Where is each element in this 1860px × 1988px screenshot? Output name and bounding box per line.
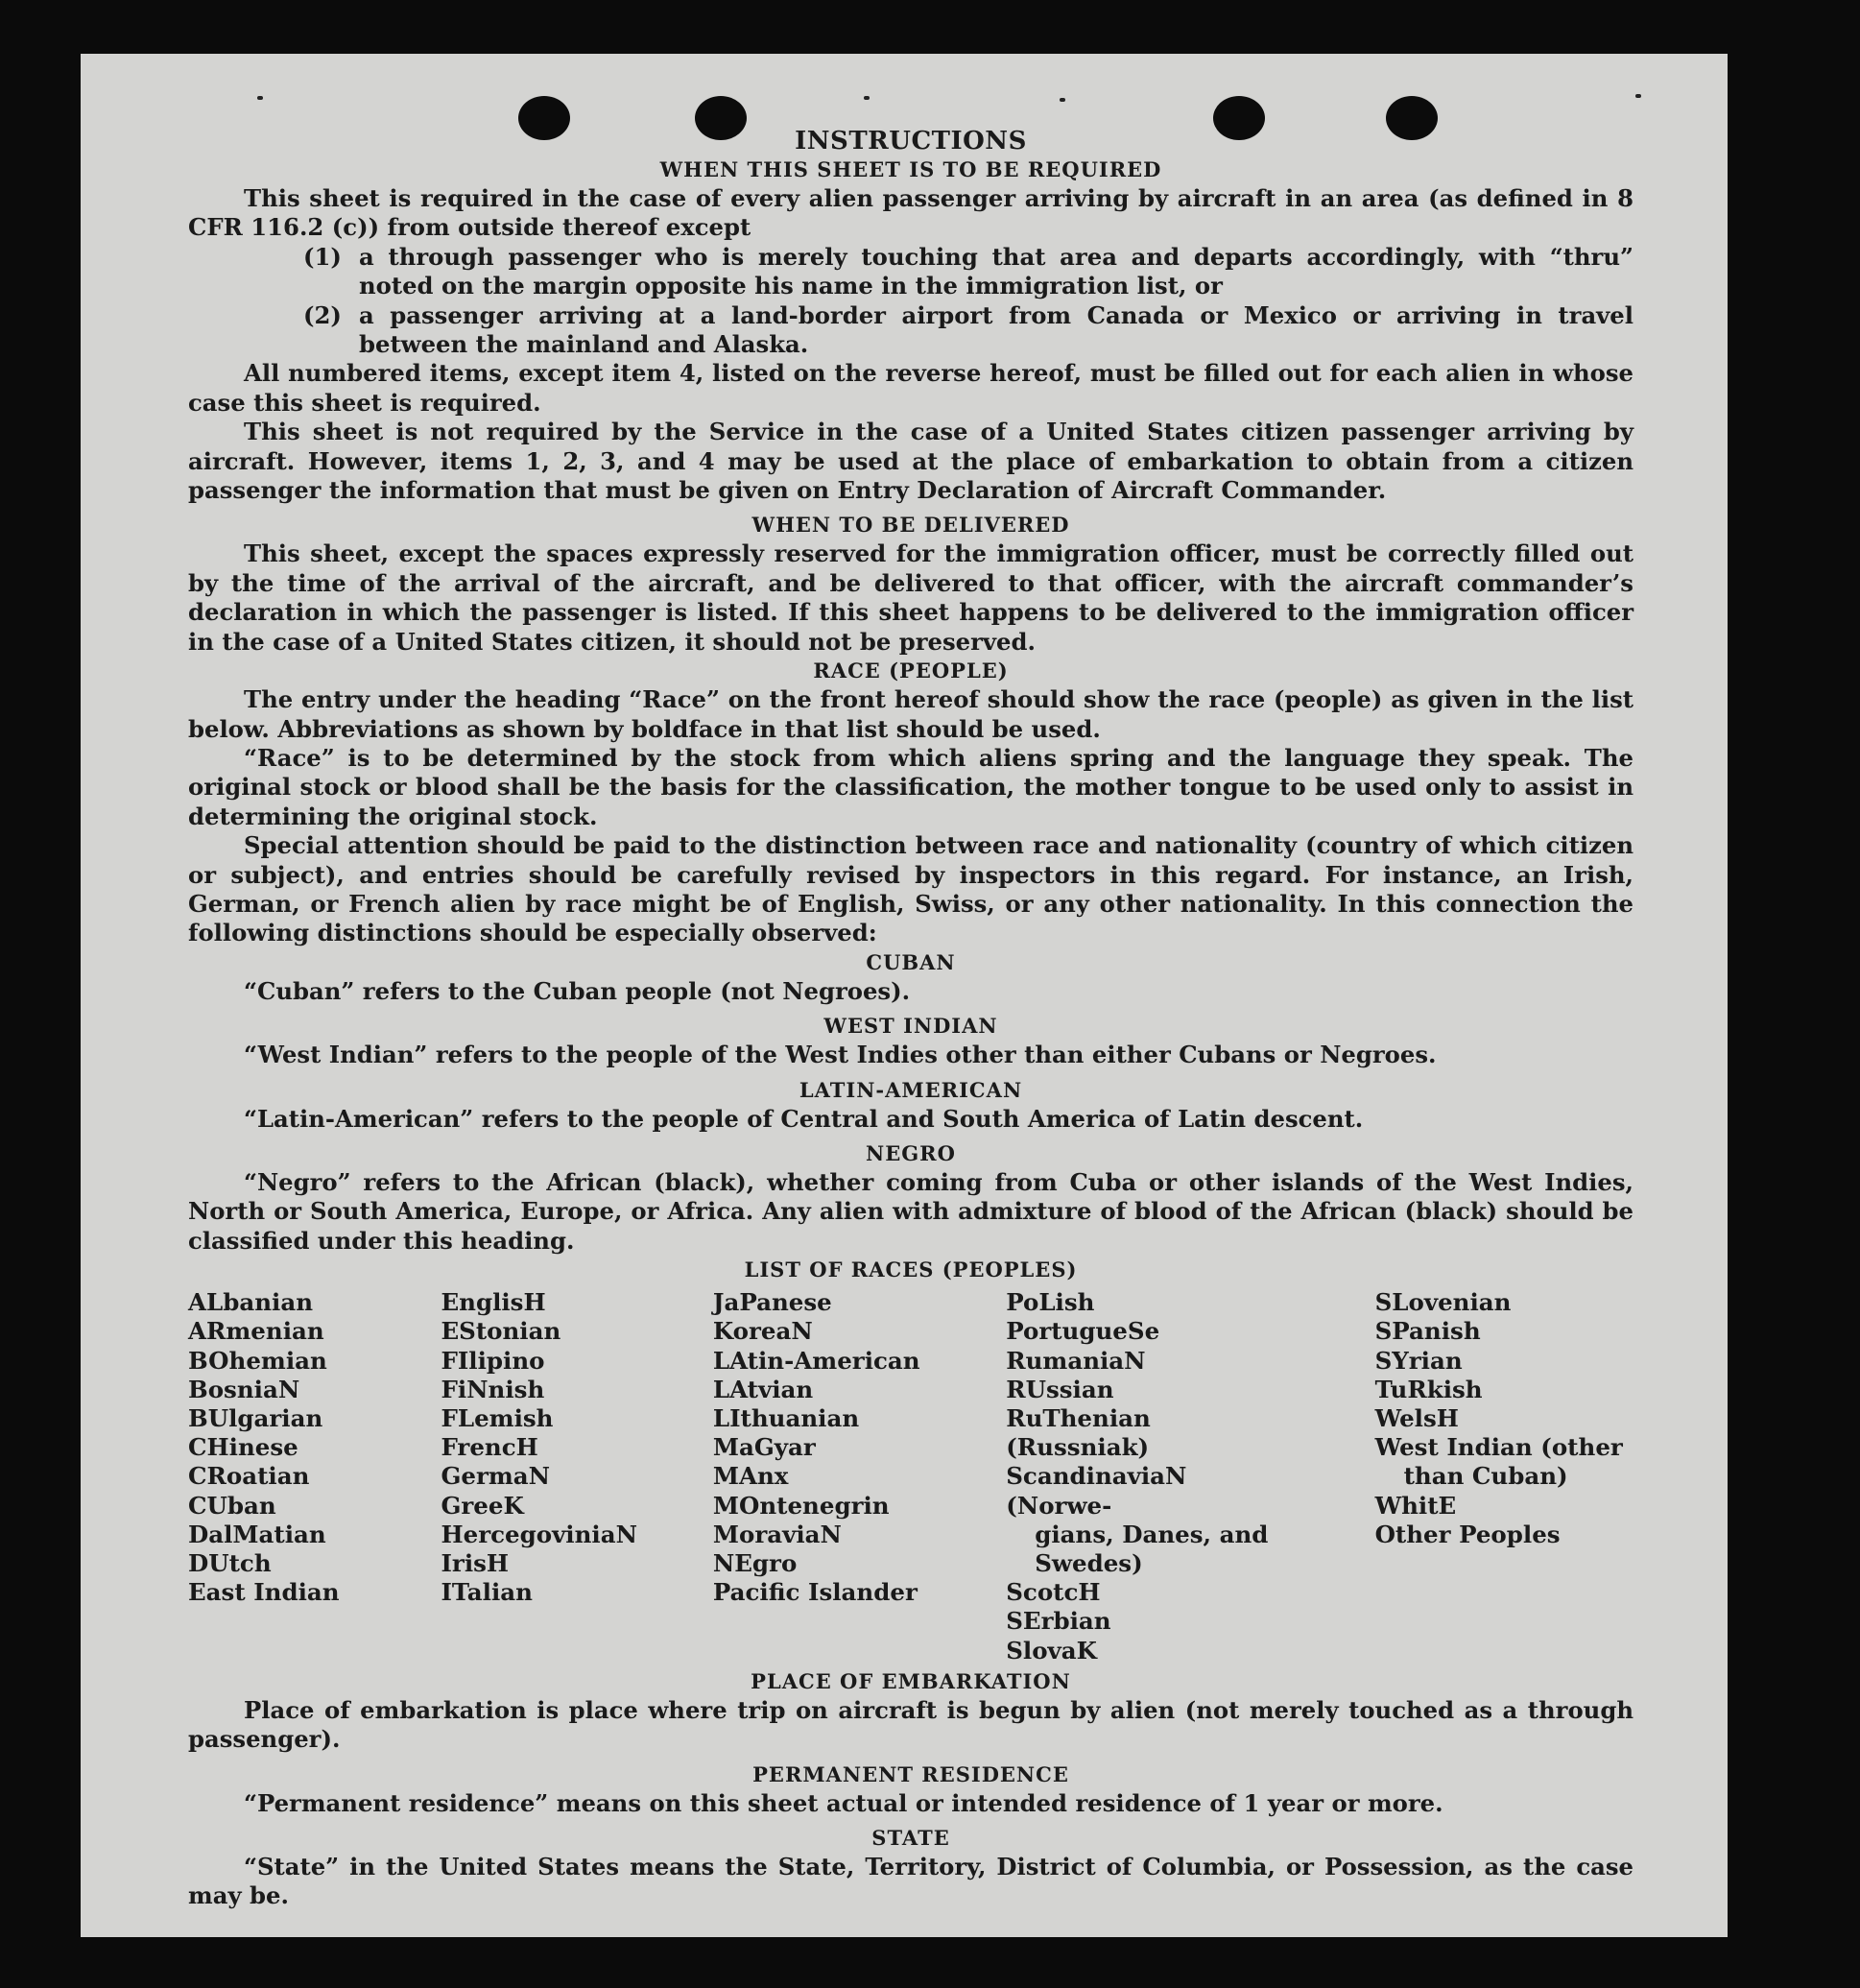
- scan-speck: [1635, 94, 1641, 98]
- section-heading-when-required: WHEN THIS SHEET IS TO BE REQUIRED: [659, 157, 1162, 181]
- race-item: DalMatian: [188, 1520, 326, 1548]
- race-item: LAtvian: [712, 1375, 814, 1403]
- race-item: ScotcH: [1006, 1578, 1101, 1607]
- race-item: FrencH: [441, 1433, 538, 1462]
- race-item: Pacific Islander: [712, 1578, 918, 1607]
- race-item: FiNnish: [441, 1375, 545, 1403]
- race-item: EStonian: [441, 1317, 561, 1346]
- exception-text: a passenger arriving at a land-border airport from Canada or Mexico or arriving in travel between the mainland and Alaska.: [359, 300, 1633, 359]
- race-item: MaGyar: [712, 1433, 816, 1462]
- scan-speck: [864, 96, 870, 100]
- state-definition: “State” in the United States means the State, Territory, District of Columbia, or Possession, as the case may be.: [188, 1853, 1633, 1910]
- race-item: LIthuanian: [712, 1404, 860, 1432]
- race-item: WhitE: [1374, 1491, 1457, 1520]
- race-paragraph: “Race” is to be determined by the stock from which aliens spring and the language they speak. The original stock or blood shall be the basis for the classification, the mother tongue to be used only to assist in determining the original stock.: [188, 743, 1633, 830]
- race-item: ARmenian: [188, 1317, 324, 1346]
- delivery-paragraph: This sheet, except the spaces expressly reserved for the immigration officer, must be correctly filled out by the time of the arrival of the aircraft, and be delivered to that officer, with the aircraft commander’s declaration in which the passenger is listed. If this sheet happens to be delivered to the immigration officer in the case of a United States citizen, it should not be preserved.: [188, 539, 1633, 656]
- race-list: [188, 1288, 1633, 1665]
- race-item: FLemish: [441, 1404, 554, 1432]
- scan-speck: [1060, 98, 1065, 102]
- race-item: RUssian: [1006, 1375, 1114, 1403]
- race-item: GermaN: [441, 1462, 551, 1491]
- negro-definition: “Negro” refers to the African (black), whether coming from Cuba or other islands of the West Indies, North or South America, Europe, or Africa. Any alien with admixture of blood of the African (black) should be classified under this heading.: [188, 1167, 1633, 1255]
- race-item: MOntenegrin: [712, 1491, 890, 1520]
- document-page: [81, 54, 1728, 1937]
- race-item: SLovenian: [1374, 1288, 1512, 1317]
- punch-hole: [518, 96, 570, 140]
- race-item: LAtin-American: [712, 1346, 920, 1375]
- race-item: PortugueSe: [1006, 1317, 1160, 1346]
- intro-paragraph: This sheet is required in the case of every alien passenger arriving by aircraft in an area (as defined in 8 CFR 116.2 (c)) from outside thereof except: [188, 184, 1633, 242]
- race-item: PoLish: [1006, 1288, 1095, 1317]
- race-item: TuRkish: [1374, 1375, 1483, 1403]
- citizen-paragraph: This sheet is not required by the Service in the case of a United States citizen passenger arriving by aircraft. However, items 1, 2, 3, and 4 may be used at the place of embarkation to obtain from a citizen passenger the information that must be given on Entry Declaration of Aircraft Commander.: [188, 418, 1633, 505]
- race-item: East Indian: [188, 1578, 340, 1607]
- race-item: DUtch: [188, 1549, 272, 1578]
- race-item: RuThenian (Russniak): [1006, 1404, 1151, 1462]
- race-item: CRoatian: [188, 1462, 310, 1491]
- race-item: [1006, 1462, 1298, 1578]
- race-item: CHinese: [188, 1433, 298, 1462]
- exception-item: [188, 243, 1633, 301]
- race-item-line: ScandinaviaN (Norwe-: [1006, 1462, 1187, 1520]
- section-heading-west-indian: WEST INDIAN: [823, 1014, 998, 1039]
- instructions-text: [188, 127, 1633, 1911]
- race-paragraph: Special attention should be paid to the distinction between race and nationality (country of which citizen or subject), and entries should be carefully revised by inspectors in this regard. For instance, an Irish, German, or French alien by race might be of English, Swiss, or any other nationality. In this connection the following distinctions should be especially observed:: [188, 831, 1633, 947]
- race-item: Other Peoples: [1374, 1520, 1561, 1548]
- race-item: SYrian: [1374, 1346, 1463, 1375]
- race-item: BOhemian: [188, 1346, 327, 1375]
- race-item: SPanish: [1374, 1317, 1481, 1346]
- latin-american-definition: “Latin-American” refers to the people of Central and South America of Latin descent.: [244, 1104, 1364, 1133]
- scan-speck: [257, 96, 263, 100]
- page-title: INSTRUCTIONS: [795, 127, 1027, 156]
- race-item-continuation: than Cuban): [1403, 1462, 1568, 1491]
- race-item: ALbanian: [188, 1288, 314, 1317]
- race-item: HercegoviniaN: [441, 1520, 638, 1548]
- section-heading-race: RACE (PEOPLE): [813, 659, 1009, 683]
- exception-number: (2): [303, 300, 342, 329]
- race-item: SErbian: [1006, 1607, 1111, 1636]
- race-item: NEgro: [712, 1549, 798, 1578]
- race-item: WelsH: [1374, 1404, 1459, 1432]
- race-item-continuation: Swedes): [1035, 1549, 1143, 1578]
- section-heading-negro: NEGRO: [866, 1140, 956, 1165]
- punch-hole: [1213, 96, 1265, 140]
- race-column: [441, 1288, 712, 1665]
- race-item: JaPanese: [712, 1288, 832, 1317]
- race-item: MAnx: [712, 1462, 789, 1491]
- west-indian-definition: “West Indian” refers to the people of the West Indies other than either Cubans or Negroes.: [244, 1041, 1437, 1069]
- exception-item: [188, 301, 1633, 360]
- punch-hole: [1386, 96, 1438, 140]
- race-item: GreeK: [441, 1491, 524, 1520]
- race-item: MoraviaN: [712, 1520, 842, 1548]
- race-column: [1375, 1288, 1633, 1665]
- race-column: [713, 1288, 1006, 1665]
- numbered-items-paragraph: All numbered items, except item 4, listed on the reverse hereof, must be filled out for each alien in whose case this sheet is required.: [188, 359, 1633, 417]
- section-heading-embarkation: PLACE OF EMBARKATION: [751, 1668, 1071, 1693]
- exception-text: a through passenger who is merely touching that area and departs accordingly, with “thru” noted on the margin opposite his name in the immigration list, or: [359, 242, 1633, 300]
- section-heading-when-delivered: WHEN TO BE DELIVERED: [751, 513, 1070, 538]
- race-paragraph: The entry under the heading “Race” on the front hereof should show the race (people) as given in the list below. Abbreviations as shown by boldface in that list should be used.: [188, 685, 1633, 743]
- race-item: BosniaN: [188, 1375, 300, 1403]
- race-item: SlovaK: [1006, 1636, 1097, 1665]
- race-column: [188, 1288, 441, 1665]
- race-item: ITalian: [441, 1578, 533, 1607]
- residence-definition: “Permanent residence” means on this sheet actual or intended residence of 1 year or more.: [244, 1788, 1443, 1817]
- punch-hole: [695, 96, 747, 140]
- section-heading-latin-american: LATIN-AMERICAN: [799, 1077, 1023, 1102]
- race-item: CUban: [188, 1491, 276, 1520]
- race-item: BUlgarian: [188, 1404, 323, 1432]
- race-item: RumaniaN: [1006, 1346, 1146, 1375]
- race-item: FIlipino: [441, 1346, 545, 1375]
- race-item: [1375, 1433, 1633, 1491]
- race-column: [1006, 1288, 1374, 1665]
- race-item-line: West Indian (other: [1374, 1433, 1623, 1462]
- race-item: KoreaN: [712, 1317, 813, 1346]
- exception-number: (1): [303, 242, 342, 271]
- section-heading-permanent-residence: PERMANENT RESIDENCE: [752, 1761, 1069, 1786]
- race-item-continuation: gians, Danes, and: [1035, 1520, 1269, 1548]
- section-heading-state: STATE: [871, 1826, 950, 1851]
- cuban-definition: “Cuban” refers to the Cuban people (not Negroes).: [244, 976, 911, 1005]
- section-heading-cuban: CUBAN: [866, 949, 956, 974]
- embarkation-definition: Place of embarkation is place where trip on aircraft is begun by alien (not merely touched as a through passenger).: [188, 1695, 1633, 1754]
- section-heading-list-of-races: LIST OF RACES (PEOPLES): [744, 1257, 1078, 1282]
- race-item: IrisH: [441, 1549, 510, 1578]
- race-item: EnglisH: [441, 1288, 546, 1317]
